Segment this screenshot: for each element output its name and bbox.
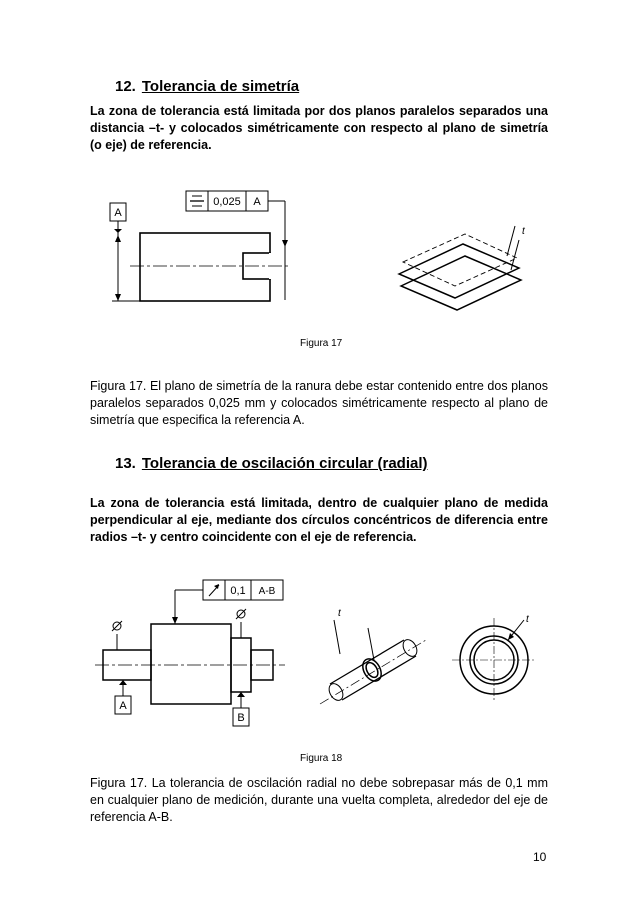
dimension-arrow	[115, 294, 121, 301]
datum-triangle	[114, 229, 122, 233]
figure-17-part-drawing	[100, 185, 300, 315]
section-12-title: Tolerancia de simetría	[141, 78, 300, 95]
cylinder-edge	[342, 656, 416, 700]
runout-arrow-icon	[209, 584, 219, 596]
datum-a-label: A	[114, 207, 122, 219]
zone-label-t: t	[522, 226, 525, 237]
zone-label-t: t	[526, 614, 529, 625]
frame-datum: A-B	[258, 586, 276, 597]
dimension-arrow	[115, 235, 121, 242]
section-13-heading	[115, 455, 428, 472]
figure-18-note: Figura 17. La tolerancia de oscilación radial no debe sobrepasar más de 0,1 mm en cualquier plano de medición, durante una vuelta completa, alrededor del eje de referencia A-B.	[90, 776, 548, 824]
symmetry-symbol-icon	[190, 196, 204, 206]
zone-dim-line	[334, 620, 340, 654]
figure-18-caption: Figura 18	[300, 753, 343, 764]
figure-17-tolerance-planes	[395, 222, 535, 322]
zone-label-t: t	[338, 608, 341, 619]
section-12-body: La zona de tolerancia está limitada por dos planos paralelos separados una distancia –t- y colocados simétricamente con respecto al plano de simetría (o eje) de referencia.	[90, 104, 548, 152]
shaft-main-body	[151, 624, 231, 704]
page-number: 10	[533, 850, 547, 864]
section-12-heading	[115, 78, 299, 95]
frame-value: 0,025	[213, 196, 241, 208]
figure-17-note: Figura 17. El plano de simetría de la ranura debe estar contenido entre dos planos paralelos separados 0,025 mm y colocados simétricamente respecto al plano de simetría que especifica la referencia A.	[90, 379, 548, 427]
axis-line	[320, 640, 426, 704]
section-12-number: 12.	[115, 78, 136, 95]
section-13-body: La zona de tolerancia está limitada, dentro de cualquier plano de medida perpendicular al eje, mediante dos círculos concéntricos de diferencia entre radios –t- y centro coincidente con el eje de referencia.	[90, 496, 548, 544]
frame-value: 0,1	[230, 585, 246, 597]
leader-arrow	[172, 617, 178, 624]
figure-18-shaft-drawing	[95, 578, 295, 730]
frame-datum: A	[253, 196, 261, 208]
zone-dim-line	[368, 628, 374, 660]
diameter-icon	[236, 609, 246, 619]
measurement-ring-outer	[359, 656, 385, 685]
zone-dim-line	[507, 226, 515, 256]
figure-17-caption: Figura 17	[300, 338, 343, 349]
section-13-title: Tolerancia de oscilación circular (radial)	[141, 455, 428, 472]
figure-18-concentric-circles	[452, 612, 542, 702]
datum-a-label: A	[119, 700, 127, 712]
leader-arrow	[282, 240, 288, 247]
datum-b-label: B	[237, 712, 245, 724]
section-13-number: 13.	[115, 455, 136, 472]
figure-18-cylinder-iso	[320, 610, 430, 710]
diameter-icon	[112, 621, 122, 631]
